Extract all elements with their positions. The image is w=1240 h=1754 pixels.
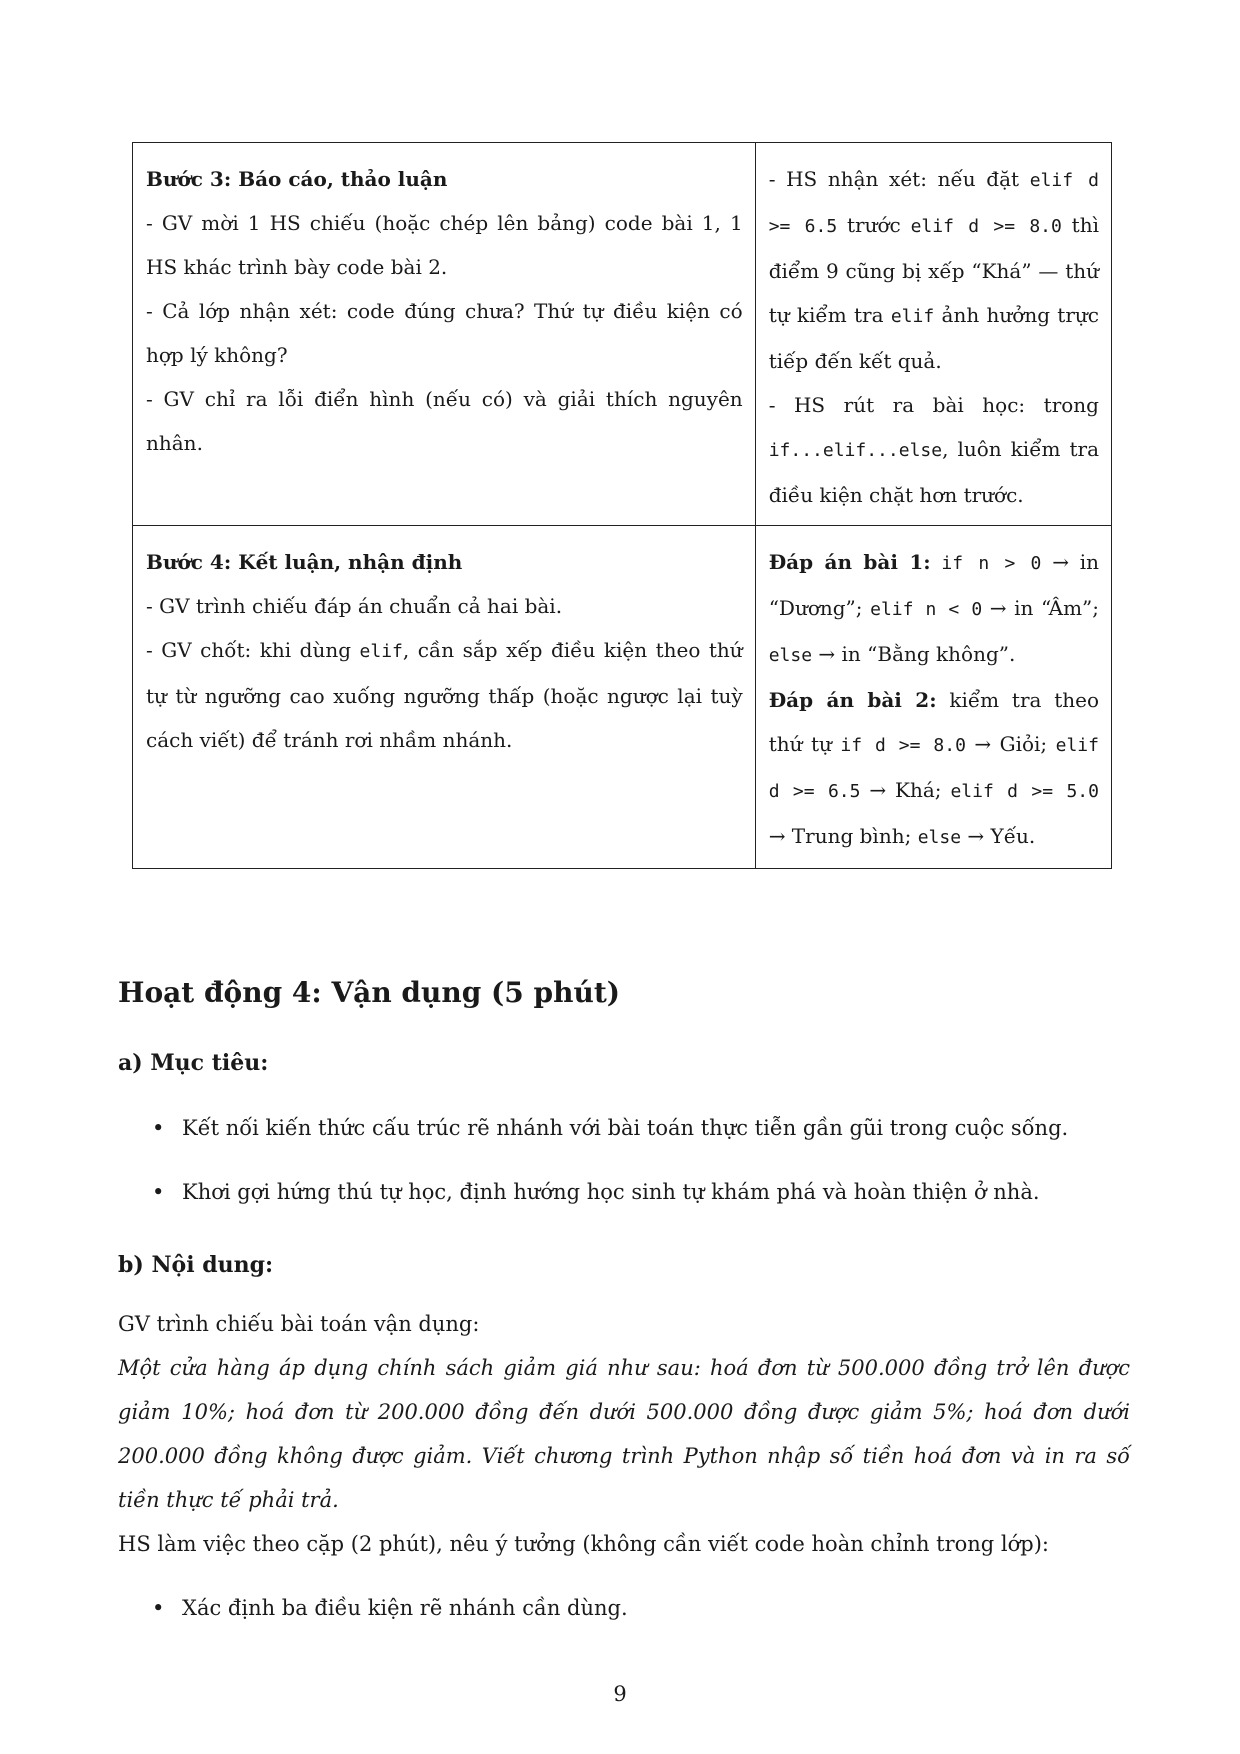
lesson-steps-table	[132, 142, 1112, 869]
intro-paragraph: GV trình chiếu bài toán vận dụng:	[118, 1312, 480, 1336]
goal-list-item	[152, 1180, 1040, 1204]
step-4-answer-cell	[755, 526, 1111, 869]
table-row-step-4	[133, 526, 1112, 869]
bullet-icon: •	[152, 1116, 165, 1140]
step-3-teacher-cell	[133, 143, 756, 526]
text-run: - HS rút ra bài học: trong	[768, 393, 1099, 417]
problem-statement: Một cửa hàng áp dụng chính sách giảm giá như sau: hoá đơn từ 500.000 đồng trở lên được giảm 10%; hoá đơn từ 200.000 đồng đến dưới 500.000 đồng được giảm 5%; hoá đơn dưới 200.000 đồng không được giảm. Viết chương trình Python nhập số tiền hoá đơn và in ra số tiền thực tế phải trả.	[118, 1356, 1130, 1512]
task-list-item	[152, 1596, 628, 1620]
text-run: → Yếu.	[961, 824, 1036, 848]
step-3-student-cell	[755, 143, 1111, 526]
text-run: → in “Âm”;	[982, 596, 1100, 620]
code-run: elif	[890, 306, 935, 327]
code-run: elif d >= 6.5	[768, 735, 1099, 802]
step-4-line-1: - GV trình chiếu đáp án chuẩn cả hai bài.	[146, 594, 563, 618]
text-run: , cần sắp xếp điều kiện theo thứ tự từ ngưỡng cao xuống ngưỡng thấp (hoặc ngược lại tuỳ cách viết) để tránh rơi nhầm nhánh.	[146, 638, 743, 752]
step-3-line-1: - GV mời 1 HS chiếu (hoặc chép lên bảng) code bài 1, 1 HS khác trình bày code bài 2.	[146, 211, 743, 279]
text-run: trước	[837, 213, 911, 237]
text-run: → Khá;	[860, 778, 951, 802]
step-3-line-2: - Cả lớp nhận xét: code đúng chưa? Thứ tự điều kiện có hợp lý không?	[146, 299, 743, 367]
text-run: → Giỏi;	[965, 732, 1056, 756]
answer-2-label: Đáp án bài 2:	[768, 688, 937, 712]
step-3-line-3: - GV chỉ ra lỗi điển hình (nếu có) và giải thích nguyên nhân.	[146, 387, 743, 455]
section-a-heading: a) Mục tiêu:	[118, 1050, 269, 1076]
step-3-student-lesson	[769, 383, 1099, 517]
task-text: Xác định ba điều kiện rẽ nhánh cần dùng.	[182, 1596, 628, 1620]
text-run: - GV chốt: khi dùng	[146, 638, 360, 662]
text-run: → Trung bình;	[768, 824, 918, 848]
bullet-icon: •	[152, 1180, 165, 1204]
goal-list-item	[152, 1116, 1068, 1140]
step-3-student-remark	[769, 157, 1099, 383]
text-run: thì điểm 9 cũng bị xếp “Khá” — thứ tự kiểm tra	[768, 213, 1099, 327]
code-run: elif d >= 6.5	[768, 170, 1099, 237]
text-run: kiểm tra theo thứ tự	[768, 688, 1099, 756]
page-number: 9	[613, 1682, 627, 1706]
step-4-heading: Bước 4: Kết luận, nhận định	[146, 550, 463, 574]
goal-text: Kết nối kiến thức cấu trúc rẽ nhánh với bài toán thực tiễn gần gũi trong cuộc sống.	[182, 1116, 1069, 1140]
text-run: → in “Bằng không”.	[812, 642, 1016, 666]
text-run: , luôn kiểm tra điều kiện chặt hơn trước.	[768, 437, 1099, 507]
text-run: ảnh hưởng trực tiếp đến kết quả.	[768, 303, 1099, 373]
code-run: else	[917, 827, 962, 848]
step-4-line-2	[146, 628, 743, 762]
goal-text: Khơi gợi hứng thú tự học, định hướng học sinh tự khám phá và hoàn thiện ở nhà.	[182, 1180, 1040, 1204]
code-run: else	[768, 645, 813, 666]
text-run: - HS nhận xét: nếu đặt	[768, 167, 1030, 191]
text-run: → in “Dương”;	[768, 550, 1100, 620]
answer-1	[769, 540, 1099, 678]
pair-work-paragraph: HS làm việc theo cặp (2 phút), nêu ý tưởng (không cần viết code hoàn chỉnh trong lớp):	[118, 1532, 1049, 1556]
code-run: elif d >= 5.0	[950, 781, 1099, 802]
section-b-heading: b) Nội dung:	[118, 1252, 274, 1278]
code-run: if d >= 8.0	[840, 735, 966, 756]
code-run: if...elif...else	[768, 440, 943, 461]
step-3-heading: Bước 3: Báo cáo, thảo luận	[146, 167, 448, 191]
code-run: elif	[359, 641, 403, 662]
step-4-teacher-cell	[133, 526, 756, 869]
answer-1-label: Đáp án bài 1:	[768, 550, 931, 574]
activity-title: Hoạt động 4: Vận dụng (5 phút)	[118, 976, 621, 1009]
table-row-step-3	[133, 143, 1112, 526]
code-run: if n > 0	[941, 553, 1042, 574]
code-run: elif n < 0	[870, 599, 983, 620]
answer-2	[769, 678, 1099, 860]
bullet-icon: •	[152, 1596, 165, 1620]
code-run: elif d >= 8.0	[910, 216, 1062, 237]
